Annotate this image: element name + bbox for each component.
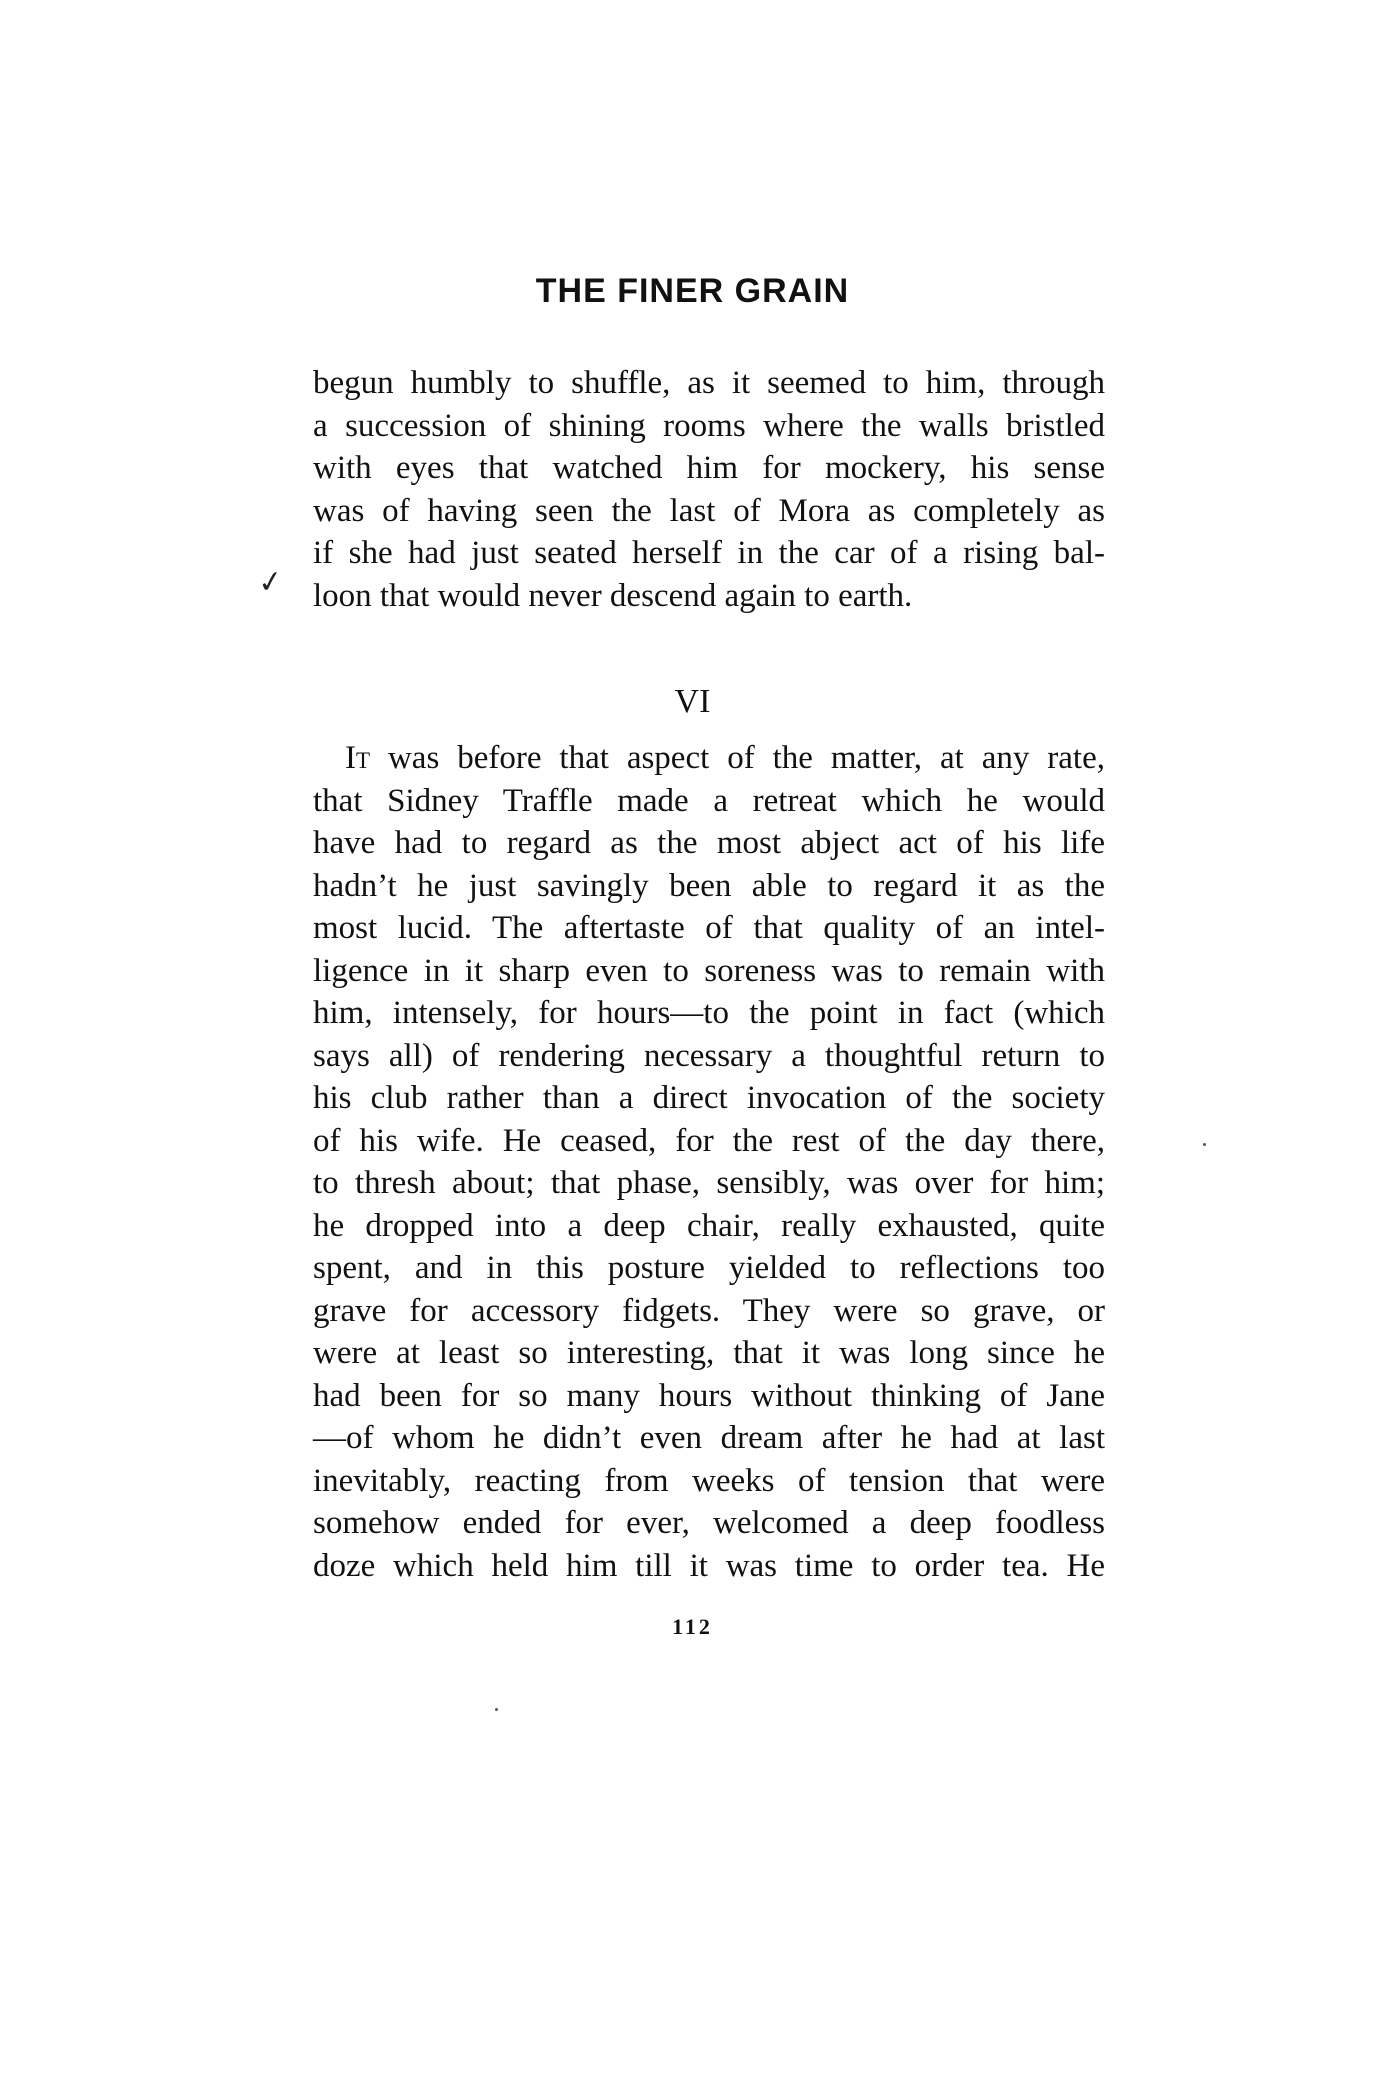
text-line: with eyes that watched him for mockery, his sense xyxy=(313,450,1105,486)
text-line: —of whom he didn’t even dream after he had at last xyxy=(313,1420,1105,1456)
text-line: that Sidney Traffle made a retreat which he would xyxy=(313,782,1105,819)
text-line-first xyxy=(313,737,1105,780)
text-line: begun humbly to shuffle, as it seemed to him, through xyxy=(313,365,1105,401)
text-line: to thresh about; that phase, sensibly, was over for him; xyxy=(313,1165,1105,1201)
stray-mark xyxy=(495,1708,498,1711)
stray-mark xyxy=(1203,1143,1206,1146)
text-line: grave for accessory fidgets. They were so grave, or xyxy=(313,1292,1105,1329)
text-line: if she had just seated herself in the car of a rising bal- xyxy=(313,535,1105,571)
first-line-rest: was before that aspect of the matter, at any rate, xyxy=(370,740,1105,776)
text-line: he dropped into a deep chair, really exhausted, quite xyxy=(313,1207,1105,1244)
margin-check-mark: ✓ xyxy=(255,564,286,601)
opening-word: It xyxy=(345,740,371,776)
text-line: says all) of rendering necessary a thoughtful return to xyxy=(313,1037,1105,1074)
text-line: were at least so interesting, that it was long since he xyxy=(313,1335,1105,1371)
text-line: his club rather than a direct invocation of the society xyxy=(313,1080,1105,1116)
text-line: had been for so many hours without thinking of Jane xyxy=(313,1377,1105,1414)
section-number: VI xyxy=(674,683,711,720)
page-number: 112 xyxy=(672,1614,713,1639)
text-line: was of having seen the last of Mora as completely as xyxy=(313,492,1105,529)
text-line: most lucid. The aftertaste of that quality of an intel- xyxy=(313,910,1105,946)
text-line: of his wife. He ceased, for the rest of the day there, xyxy=(313,1122,1105,1159)
text-line: doze which held him till it was time to order tea. He xyxy=(313,1547,1105,1584)
text-line: ligence in it sharp even to soreness was to remain with xyxy=(313,952,1105,989)
text-line: him, intensely, for hours—to the point in fact (which xyxy=(313,995,1105,1031)
top-paragraph xyxy=(313,362,1105,617)
section-paragraph xyxy=(313,737,1105,1587)
text-line: spent, and in this posture yielded to reflections too xyxy=(313,1250,1105,1286)
running-head: THE FINER GRAIN xyxy=(535,272,850,310)
text-line: loon that would never descend again to earth. xyxy=(313,577,913,614)
text-line: somehow ended for ever, welcomed a deep foodless xyxy=(313,1505,1105,1541)
text-line: hadn’t he just savingly been able to regard it as the xyxy=(313,867,1105,904)
text-line: have had to regard as the most abject act of his life xyxy=(313,825,1105,861)
text-line: inevitably, reacting from weeks of tension that were xyxy=(313,1462,1105,1499)
text-line: a succession of shining rooms where the walls bristled xyxy=(313,407,1105,444)
